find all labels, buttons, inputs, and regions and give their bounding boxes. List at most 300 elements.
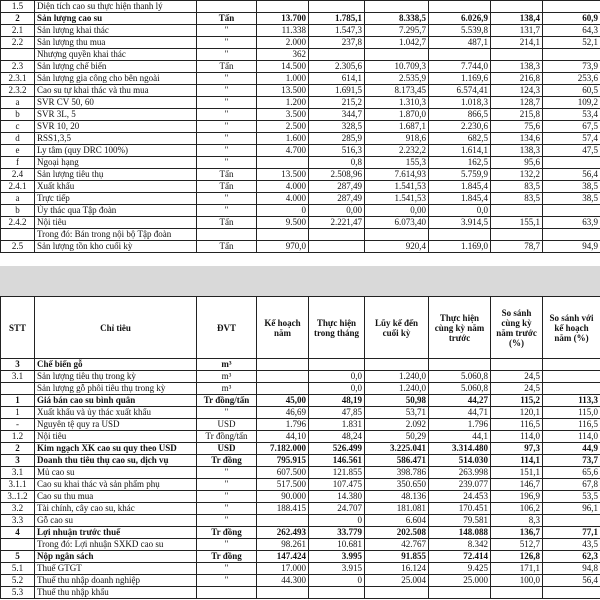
cell-cmp-plan: 63,9: [543, 217, 600, 229]
cell-month: 107.475: [309, 479, 365, 491]
cell-plan: 14.500: [257, 61, 309, 73]
cell-cum: 6.073,40: [365, 217, 429, 229]
cell-cmp-last: 75,6: [491, 121, 543, 133]
cell-last: 44,27: [429, 395, 491, 407]
cell-unit: Tấn: [197, 181, 257, 193]
cell-stt: e: [1, 145, 35, 157]
cell-unit: Tr đồng: [197, 527, 257, 539]
cell-stt: b: [1, 205, 35, 217]
cell-cum: 181.081: [365, 503, 429, 515]
cell-label: Diện tích cao su thực hiện thanh lý: [35, 1, 197, 13]
cell-label: Thuế thu nhập khẩu: [35, 587, 197, 599]
cell-last: 1.845,4: [429, 181, 491, 193]
cell-month: [309, 359, 365, 371]
cell-label: Sản lượng tiêu thụ: [35, 169, 197, 181]
cell-cmp-plan: [543, 371, 600, 383]
top-table: [0, 0, 600, 253]
cell-cmp-last: 138,3: [491, 145, 543, 157]
cell-unit: [197, 587, 257, 599]
cell-last: 44,1: [429, 431, 491, 443]
cell-plan: 13.700: [257, 13, 309, 25]
cell-cum: 2.232,2: [365, 145, 429, 157]
cell-cmp-plan: 43,5: [543, 539, 600, 551]
table-row: [1, 241, 600, 253]
header-unit: ĐVT: [197, 297, 257, 359]
cell-cum: 50,29: [365, 431, 429, 443]
cell-last: 1.796: [429, 419, 491, 431]
table-row: [1, 97, 600, 109]
cell-plan: 44,10: [257, 431, 309, 443]
cell-cmp-plan: 57,4: [543, 133, 600, 145]
cell-stt: a: [1, 97, 35, 109]
cell-stt: 1: [1, 407, 35, 419]
cell-label: Thuế thu nhập doanh nghiệp: [35, 575, 197, 587]
cell-last: 5.539,8: [429, 25, 491, 37]
cell-cmp-last: 24,5: [491, 383, 543, 395]
cell-plan: [257, 1, 309, 13]
cell-last: 1.169,6: [429, 73, 491, 85]
cell-unit: m³: [197, 383, 257, 395]
cell-cmp-plan: [543, 383, 600, 395]
cell-last: [429, 49, 491, 61]
cell-cmp-last: [491, 587, 543, 599]
cell-last: 148.088: [429, 527, 491, 539]
cell-cum: 1.240,0: [365, 383, 429, 395]
cell-cum: 50,98: [365, 395, 429, 407]
cell-month: [309, 229, 365, 241]
cell-last: 9.425: [429, 563, 491, 575]
table-row: [1, 13, 600, 25]
table-row: [1, 383, 600, 395]
cell-cmp-last: 114,1: [491, 455, 543, 467]
cell-plan: 607.500: [257, 467, 309, 479]
cell-label: Xuất khẩu và ủy thác xuất khẩu: [35, 407, 197, 419]
table-row: [1, 37, 600, 49]
cell-last: 1.614,1: [429, 145, 491, 157]
cell-month: 0,8: [309, 157, 365, 169]
cell-unit: ": [197, 49, 257, 61]
bottom-table: [0, 296, 600, 599]
cell-unit: ": [197, 73, 257, 85]
cell-stt: [1, 539, 35, 551]
cell-cmp-last: [491, 205, 543, 217]
cell-cum: 16.124: [365, 563, 429, 575]
cell-stt: 1.5: [1, 1, 35, 13]
cell-cmp-plan: 64,3: [543, 25, 600, 37]
cell-cmp-last: 24,5: [491, 371, 543, 383]
table-row: [1, 49, 600, 61]
cell-stt: 3: [1, 455, 35, 467]
cell-stt: 2: [1, 443, 35, 455]
cell-cmp-last: 215,8: [491, 109, 543, 121]
cell-cmp-plan: 53,4: [543, 109, 600, 121]
cell-month: 237,8: [309, 37, 365, 49]
cell-unit: USD: [197, 419, 257, 431]
cell-plan: 262.493: [257, 527, 309, 539]
table-row: [1, 205, 600, 217]
cell-stt: 3.2: [1, 503, 35, 515]
cell-cmp-last: 512,7: [491, 539, 543, 551]
cell-unit: Tr đồng: [197, 455, 257, 467]
cell-stt: 1: [1, 395, 35, 407]
cell-month: 516,3: [309, 145, 365, 157]
cell-cmp-last: [491, 229, 543, 241]
cell-unit: ": [197, 479, 257, 491]
cell-last: 25.000: [429, 575, 491, 587]
cell-cum: 202.508: [365, 527, 429, 539]
cell-month: 1.691,5: [309, 85, 365, 97]
table-header-row: [1, 297, 600, 359]
cell-cmp-last: 124,3: [491, 85, 543, 97]
cell-label: Nguyên tệ quy ra USD: [35, 419, 197, 431]
cell-month: 24.707: [309, 503, 365, 515]
cell-cmp-plan: [543, 359, 600, 371]
header-cum: Lũy kế đến cuối kỳ: [365, 297, 429, 359]
cell-last: 6.574,41: [429, 85, 491, 97]
table-row: [1, 539, 600, 551]
header-month: Thực hiện trong tháng: [309, 297, 365, 359]
cell-cum: 2.092: [365, 419, 429, 431]
cell-last: 0,0: [429, 205, 491, 217]
cell-cmp-plan: [543, 205, 600, 217]
cell-cmp-plan: 96,1: [543, 503, 600, 515]
cell-last: 263.998: [429, 467, 491, 479]
cell-unit: USD: [197, 443, 257, 455]
cell-last: 3.314.480: [429, 443, 491, 455]
cell-month: 48,19: [309, 395, 365, 407]
cell-label: Sản lượng chế biến: [35, 61, 197, 73]
table-row: [1, 193, 600, 205]
cell-label: SVR 10, 20: [35, 121, 197, 133]
cell-stt: [1, 229, 35, 241]
cell-cum: [365, 229, 429, 241]
cell-stt: f: [1, 157, 35, 169]
cell-unit: m³: [197, 371, 257, 383]
cell-label: RSS1,3,5: [35, 133, 197, 145]
cell-cmp-last: 8,3: [491, 515, 543, 527]
cell-month: 344,7: [309, 109, 365, 121]
cell-cmp-last: 97,3: [491, 443, 543, 455]
cell-month: 3.915: [309, 563, 365, 575]
cell-cmp-last: 132,2: [491, 169, 543, 181]
table-row: [1, 359, 600, 371]
table-row: [1, 61, 600, 73]
cell-month: 0,00: [309, 205, 365, 217]
cell-cmp-last: 146,7: [491, 479, 543, 491]
cell-month: 1.547,3: [309, 25, 365, 37]
cell-unit: ": [197, 575, 257, 587]
cell-month: 146.561: [309, 455, 365, 467]
cell-cmp-plan: 77,1: [543, 527, 600, 539]
table-row: [1, 25, 600, 37]
header-stt: STT: [1, 297, 35, 359]
cell-plan: 147.424: [257, 551, 309, 563]
cell-month: 0: [309, 575, 365, 587]
cell-last: 1.845,4: [429, 193, 491, 205]
cell-cmp-plan: [543, 515, 600, 527]
header-plan: Kế hoạch năm: [257, 297, 309, 359]
cell-plan: 11.338: [257, 25, 309, 37]
cell-last: 487,1: [429, 37, 491, 49]
cell-cum: 920,4: [365, 241, 429, 253]
table-row: [1, 431, 600, 443]
cell-unit: m³: [197, 359, 257, 371]
cell-label: Gỗ cao su: [35, 515, 197, 527]
cell-plan: 44.300: [257, 575, 309, 587]
cell-stt: 2.4.2: [1, 217, 35, 229]
cell-month: [309, 49, 365, 61]
cell-plan: 4.000: [257, 181, 309, 193]
cell-cmp-plan: [543, 229, 600, 241]
cell-unit: ": [197, 121, 257, 133]
cell-stt: 5.2: [1, 575, 35, 587]
cell-unit: [197, 229, 257, 241]
cell-cum: [365, 49, 429, 61]
cell-last: 7.744,0: [429, 61, 491, 73]
table-row: [1, 395, 600, 407]
cell-last: 1.018,3: [429, 97, 491, 109]
cell-cum: 1.541,53: [365, 193, 429, 205]
table-row: [1, 169, 600, 181]
cell-cum: 1.042,7: [365, 37, 429, 49]
cell-cmp-last: 134,6: [491, 133, 543, 145]
cell-cmp-last: 216,8: [491, 73, 543, 85]
cell-cum: 586.471: [365, 455, 429, 467]
cell-cmp-plan: 67,8: [543, 479, 600, 491]
cell-month: 1.785,1: [309, 13, 365, 25]
cell-stt: 4: [1, 527, 35, 539]
cell-cmp-plan: [543, 157, 600, 169]
cell-cmp-plan: [543, 49, 600, 61]
cell-cum: 48.136: [365, 491, 429, 503]
cell-stt: [1, 49, 35, 61]
cell-plan: 0: [257, 205, 309, 217]
page-gap: [0, 266, 600, 296]
cell-cmp-last: 138,4: [491, 13, 543, 25]
cell-last: 170.451: [429, 503, 491, 515]
cell-stt: -: [1, 419, 35, 431]
cell-plan: 17.000: [257, 563, 309, 575]
cell-cum: 91.855: [365, 551, 429, 563]
table-row: [1, 145, 600, 157]
cell-label: Lợi nhuận trước thuế: [35, 527, 197, 539]
cell-unit: Tấn: [197, 61, 257, 73]
cell-cum: 8.338,5: [365, 13, 429, 25]
cell-label: Nội tiêu: [35, 217, 197, 229]
table-row: [1, 407, 600, 419]
cell-label: Sản lượng tiêu thụ trong kỳ: [35, 371, 197, 383]
cell-cmp-last: 171,1: [491, 563, 543, 575]
cell-cum: [365, 1, 429, 13]
cell-stt: 2.3.2: [1, 85, 35, 97]
table-row: [1, 455, 600, 467]
cell-cmp-last: [491, 359, 543, 371]
cell-label: SVR CV 50, 60: [35, 97, 197, 109]
cell-unit: ": [197, 205, 257, 217]
cell-plan: 795.915: [257, 455, 309, 467]
cell-cmp-plan: 44,9: [543, 443, 600, 455]
cell-cmp-plan: [543, 1, 600, 13]
cell-stt: 2: [1, 13, 35, 25]
cell-stt: 3..1.2: [1, 491, 35, 503]
cell-plan: 517.500: [257, 479, 309, 491]
cell-month: [309, 1, 365, 13]
cell-plan: 4.000: [257, 193, 309, 205]
cell-unit: ": [197, 467, 257, 479]
cell-month: 33.779: [309, 527, 365, 539]
cell-cum: 7.295,7: [365, 25, 429, 37]
cell-cmp-plan: 116,5: [543, 419, 600, 431]
cell-plan: [257, 229, 309, 241]
cell-cmp-last: 83,5: [491, 193, 543, 205]
cell-unit: ": [197, 491, 257, 503]
cell-month: 10.681: [309, 539, 365, 551]
header-cmp-plan: So sánh với kế hoạch năm (%): [543, 297, 600, 359]
cell-month: 0,0: [309, 371, 365, 383]
cell-cum: 1.687,1: [365, 121, 429, 133]
cell-cmp-last: 115,2: [491, 395, 543, 407]
cell-unit: ": [197, 515, 257, 527]
table-row: [1, 443, 600, 455]
cell-last: 866,5: [429, 109, 491, 121]
cell-last: 1.169,0: [429, 241, 491, 253]
cell-unit: ": [197, 145, 257, 157]
cell-plan: 362: [257, 49, 309, 61]
header-last: Thực hiện cùng kỳ năm trước: [429, 297, 491, 359]
cell-cum: 1.541,53: [365, 181, 429, 193]
cell-cmp-plan: 73,9: [543, 61, 600, 73]
cell-cum: 53,71: [365, 407, 429, 419]
cell-cmp-last: 95,6: [491, 157, 543, 169]
cell-unit: ": [197, 97, 257, 109]
cell-unit: ": [197, 85, 257, 97]
cell-cmp-plan: 253,6: [543, 73, 600, 85]
table-row: [1, 419, 600, 431]
cell-cmp-plan: 47,5: [543, 145, 600, 157]
cell-cum: 42.767: [365, 539, 429, 551]
table-row: [1, 503, 600, 515]
cell-stt: 2.3.1: [1, 73, 35, 85]
cell-cum: 25.004: [365, 575, 429, 587]
cell-month: [309, 241, 365, 253]
cell-month: 287,49: [309, 181, 365, 193]
cell-month: 1.831: [309, 419, 365, 431]
cell-stt: 2.4: [1, 169, 35, 181]
cell-label: Xuất khẩu: [35, 181, 197, 193]
cell-month: 0,0: [309, 383, 365, 395]
cell-cum: 3.225.041: [365, 443, 429, 455]
cell-month: 328,5: [309, 121, 365, 133]
cell-cmp-plan: 56,4: [543, 575, 600, 587]
cell-unit: ": [197, 407, 257, 419]
cell-cmp-plan: 67,5: [543, 121, 600, 133]
table-row: [1, 85, 600, 97]
cell-month: 48,24: [309, 431, 365, 443]
cell-month: 47,85: [309, 407, 365, 419]
cell-month: 287,49: [309, 193, 365, 205]
cell-stt: b: [1, 109, 35, 121]
cell-cmp-last: 120,1: [491, 407, 543, 419]
cell-month: 285,9: [309, 133, 365, 145]
cell-cmp-plan: 52,1: [543, 37, 600, 49]
cell-plan: [257, 515, 309, 527]
cell-stt: 2.2: [1, 37, 35, 49]
cell-last: 162,5: [429, 157, 491, 169]
cell-cum: [365, 587, 429, 599]
cell-cum: 7.614,93: [365, 169, 429, 181]
cell-month: 526.499: [309, 443, 365, 455]
cell-month: 2.305,6: [309, 61, 365, 73]
table-row: [1, 515, 600, 527]
table-row: [1, 371, 600, 383]
cell-last: 6.026,9: [429, 13, 491, 25]
header-cmp-last: So sánh cùng kỳ năm trước (%): [491, 297, 543, 359]
cell-month: [309, 587, 365, 599]
table-row: [1, 575, 600, 587]
cell-stt: 2.4.1: [1, 181, 35, 193]
cell-unit: Tr đồng/tấn: [197, 431, 257, 443]
cell-cmp-last: 106,2: [491, 503, 543, 515]
cell-month: 2.221,47: [309, 217, 365, 229]
cell-cum: 2.535,9: [365, 73, 429, 85]
cell-last: 239.077: [429, 479, 491, 491]
cell-cmp-last: [491, 49, 543, 61]
cell-label: Trong đó: Lợi nhuận SXKD cao su: [35, 539, 197, 551]
cell-plan: 45,00: [257, 395, 309, 407]
cell-cmp-plan: 109,2: [543, 97, 600, 109]
cell-cmp-plan: 38,5: [543, 193, 600, 205]
cell-cmp-last: 114,0: [491, 431, 543, 443]
cell-plan: 13.500: [257, 169, 309, 181]
cell-label: Sản lượng tồn kho cuối kỳ: [35, 241, 197, 253]
cell-unit: Tr đồng/tấn: [197, 395, 257, 407]
cell-last: 3.914,5: [429, 217, 491, 229]
cell-label: Chế biến gỗ: [35, 359, 197, 371]
cell-label: Giá bán cao su bình quân: [35, 395, 197, 407]
cell-plan: 3.500: [257, 109, 309, 121]
cell-plan: [257, 587, 309, 599]
cell-plan: 1.200: [257, 97, 309, 109]
cell-label: Cao su thu mua: [35, 491, 197, 503]
cell-plan: 7.182.000: [257, 443, 309, 455]
cell-label: Cao su tự khai thác và thu mua: [35, 85, 197, 97]
cell-last: 682,5: [429, 133, 491, 145]
cell-month: 2.508,96: [309, 169, 365, 181]
cell-stt: 5: [1, 551, 35, 563]
cell-plan: [257, 383, 309, 395]
cell-last: [429, 229, 491, 241]
cell-unit: ": [197, 563, 257, 575]
cell-cmp-last: 155,1: [491, 217, 543, 229]
cell-cmp-last: 116,5: [491, 419, 543, 431]
cell-stt: [1, 383, 35, 395]
table-row: [1, 157, 600, 169]
cell-unit: ": [197, 539, 257, 551]
cell-cmp-last: 151,1: [491, 467, 543, 479]
cell-month: 0: [309, 515, 365, 527]
cell-plan: 2.500: [257, 121, 309, 133]
cell-cmp-plan: 115,0: [543, 407, 600, 419]
cell-stt: 3.1: [1, 371, 35, 383]
cell-stt: d: [1, 133, 35, 145]
cell-cmp-plan: 113,3: [543, 395, 600, 407]
cell-label: Sản lượng cao su: [35, 13, 197, 25]
cell-cum: 10.709,3: [365, 61, 429, 73]
cell-stt: 2.5: [1, 241, 35, 253]
cell-stt: 3.1.1: [1, 479, 35, 491]
cell-cmp-plan: 94,8: [543, 563, 600, 575]
cell-plan: 970,0: [257, 241, 309, 253]
